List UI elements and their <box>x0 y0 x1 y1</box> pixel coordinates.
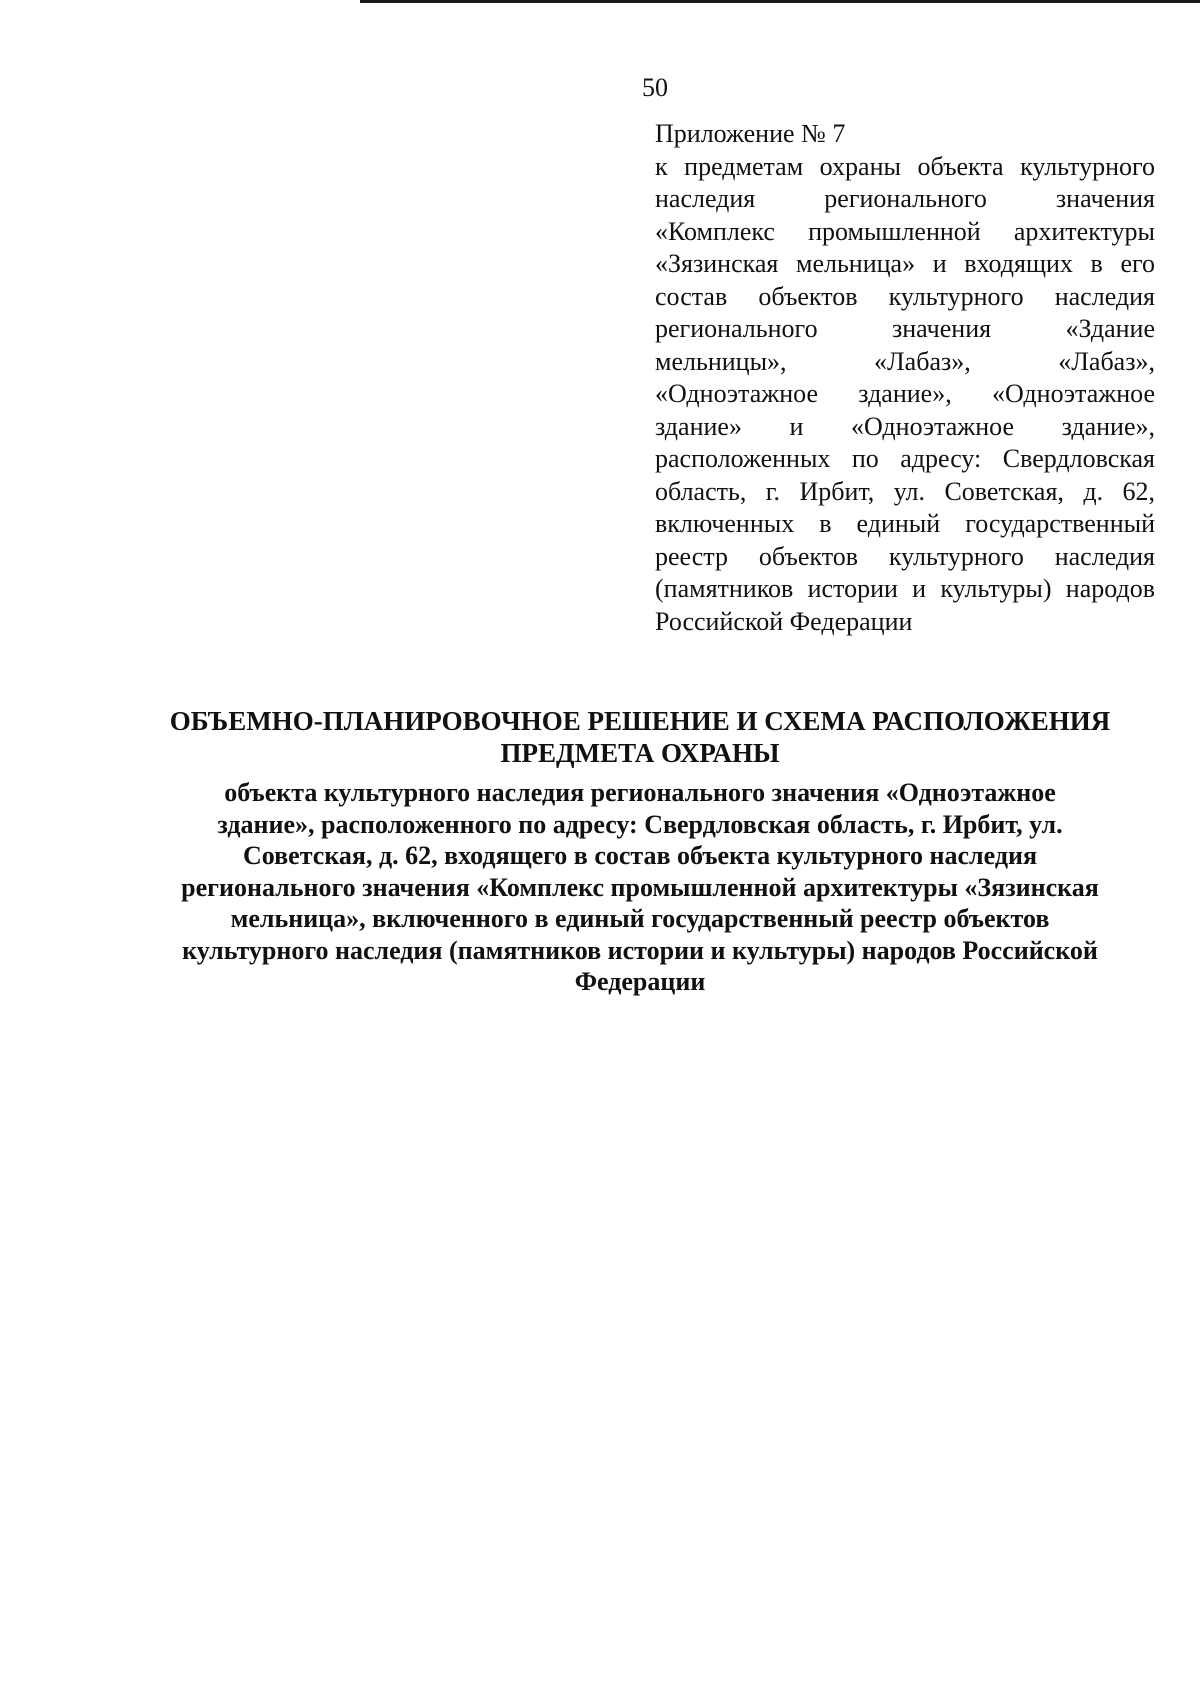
top-edge-rule <box>360 0 1200 3</box>
appendix-title: Приложение № 7 <box>655 119 846 148</box>
document-heading-block <box>140 705 1140 998</box>
document-heading: ОБЪЕМНО-ПЛАНИРОВОЧНОЕ РЕШЕНИЕ И СХЕМА РАСПОЛОЖЕНИЯ ПРЕДМЕТА ОХРАНЫ <box>169 706 1111 768</box>
document-subheading: объекта культурного наследия регионального значения «Одноэтажное здание», расположенного по адресу: Свердловская область, г. Ирбит, ул. Советская, д. 62, входящего в состав объекта культурного наследия регионального значения «Комплекс промышленной архитектуры «Зязинская мельница», включенного в единый государственный реестр объектов культурного наследия (памятников истории и культуры) народов Российской Федерации <box>181 778 1099 996</box>
appendix-note <box>655 118 1155 638</box>
appendix-body: к предметам охраны объекта культурного наследия регионального значения «Комплекс промышленной архитектуры «Зязинская мельница» и входящих в его состав объектов культурного наследия регионального значения «Здание мельницы», «Лабаз», «Лабаз», «Одноэтажное здание», «Одноэтажное здание» и «Одноэтажное здание», расположенных по адресу: Свердловская область, г. Ирбит, ул. Советская, д. 62, включенных в единый государственный реестр объектов культурного наследия (памятников истории и культуры) народов Российской Федерации <box>655 151 1155 636</box>
page-number: 50 <box>642 73 668 102</box>
